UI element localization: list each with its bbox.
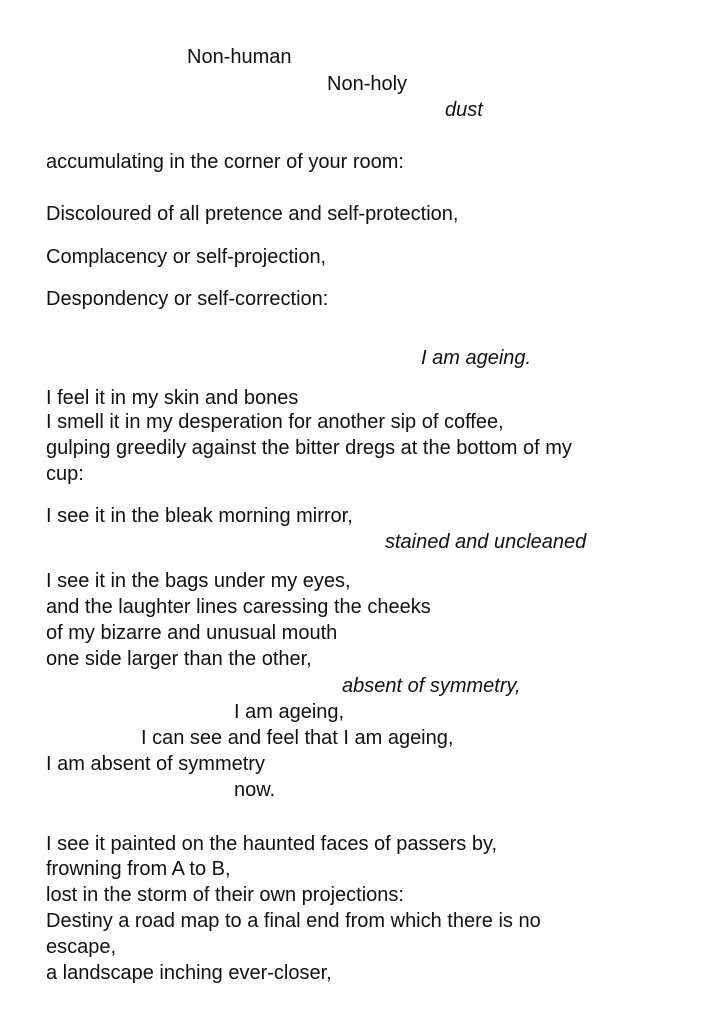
poem-line: of my bizarre and unusual mouth	[46, 622, 338, 644]
poem-line: I feel it in my skin and bones	[46, 387, 299, 409]
poem-line-italic: absent of symmetry,	[342, 675, 521, 697]
poem-line: now.	[234, 779, 276, 801]
poem-line: I see it in the bleak morning mirror,	[46, 505, 353, 527]
poem-line: escape,	[46, 936, 117, 958]
poem-line: one side larger than the other,	[46, 648, 312, 670]
poem-title-line-3: dust	[445, 99, 483, 121]
poem-line: gulping greedily against the bitter dregs at the bottom of my	[46, 437, 572, 459]
poem-line: frowning from A to B,	[46, 858, 231, 880]
poem-line: and the laughter lines caressing the cheeks	[46, 596, 431, 618]
poem-line-italic: stained and uncleaned	[385, 531, 587, 553]
poem-title-line-1: Non-human	[187, 46, 292, 68]
poem-line: accumulating in the corner of your room:	[46, 151, 404, 173]
poem-line: Despondency or self-correction:	[46, 288, 329, 310]
poem-line: cup:	[46, 463, 84, 485]
poem-line: Complacency or self-projection,	[46, 246, 327, 268]
poem-line: lost in the storm of their own projections:	[46, 884, 404, 906]
poem-refrain: I am ageing.	[421, 347, 532, 369]
poem-line: Discoloured of all pretence and self-protection,	[46, 203, 459, 225]
poem-line: Destiny a road map to a final end from which there is no	[46, 910, 541, 932]
poem-line: I am absent of symmetry	[46, 753, 265, 775]
poem-line: I smell it in my desperation for another sip of coffee,	[46, 411, 504, 433]
poem-line: a landscape inching ever-closer,	[46, 962, 332, 984]
poem-line: I see it in the bags under my eyes,	[46, 570, 351, 592]
poem-line: I am ageing,	[234, 701, 345, 723]
poem-title-line-2: Non-holy	[327, 73, 408, 95]
poem-line: I can see and feel that I am ageing,	[141, 727, 454, 749]
poem-line: I see it painted on the haunted faces of passers by,	[46, 833, 498, 855]
